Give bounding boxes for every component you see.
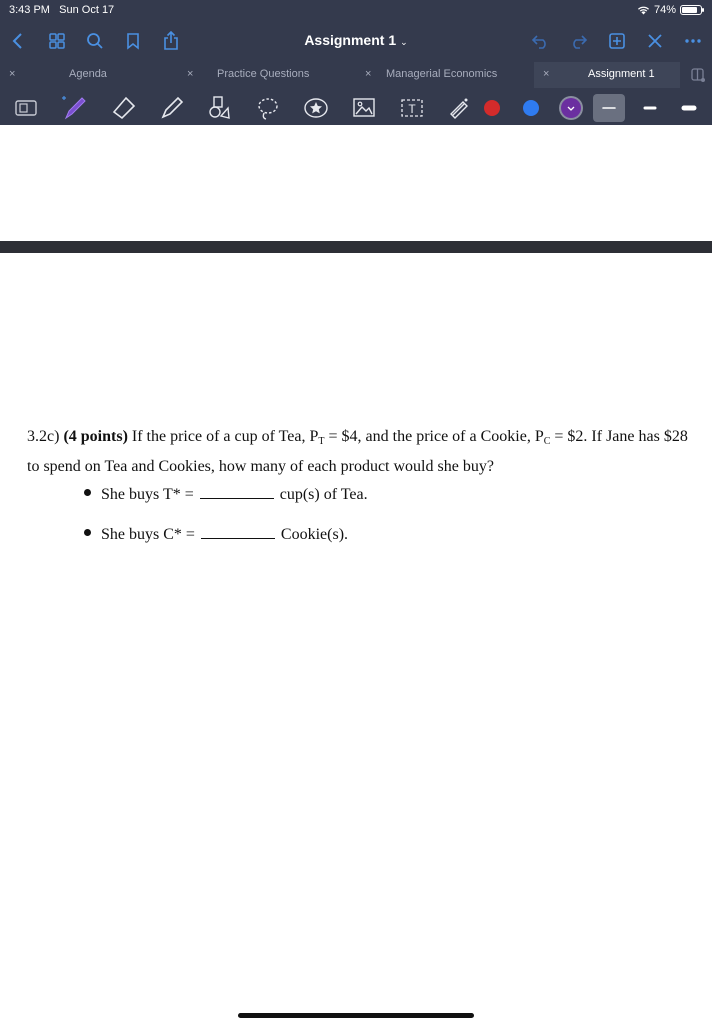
document-tab-bar: [0, 62, 712, 88]
thickness-medium[interactable]: [636, 94, 664, 122]
answer-line-tea: She buys T* = cup(s) of Tea.: [84, 484, 368, 504]
app-top-bar: [0, 0, 712, 125]
tab-close-icon[interactable]: ×: [543, 68, 550, 80]
eraser-tool-icon[interactable]: [110, 94, 138, 122]
navigation-bar: [0, 22, 712, 60]
tab-managerial-economics[interactable]: [356, 62, 534, 88]
color-swatch-blue[interactable]: [523, 100, 539, 116]
tab-label: Managerial Economics: [386, 68, 498, 80]
document-title[interactable]: Assignment 1 ⌄: [304, 32, 408, 48]
text-tool-icon[interactable]: [398, 94, 426, 122]
tab-close-icon[interactable]: ×: [9, 68, 16, 80]
bullet-icon: [84, 489, 91, 496]
tab-label: Assignment 1: [588, 68, 655, 80]
question-points: (4 points): [63, 428, 128, 445]
tab-agenda[interactable]: [0, 62, 178, 88]
battery-percent: 74%: [653, 4, 676, 16]
color-swatch-purple-selected[interactable]: [561, 98, 581, 118]
more-options-icon[interactable]: [682, 30, 704, 52]
redo-icon[interactable]: [567, 30, 589, 52]
close-icon[interactable]: [644, 30, 666, 52]
battery-icon: [680, 5, 702, 15]
question-paragraph: 3.2c) (4 points) If the price of a cup of Tea, $P_T$ = $4, and the price of a Cookie, $P_C$ = $2. If Jane has $28 to spend on Tea and Cookies, how many of each product would she buy?: [27, 428, 688, 475]
add-page-icon[interactable]: [606, 30, 628, 52]
undo-icon[interactable]: [530, 30, 552, 52]
status-bar: [0, 0, 712, 22]
thickness-thin-selected[interactable]: [593, 94, 625, 122]
pen-tool-icon[interactable]: [60, 94, 88, 122]
zoom-window-icon[interactable]: [12, 94, 40, 122]
color-swatch-red[interactable]: [484, 100, 500, 116]
home-indicator[interactable]: [238, 1013, 474, 1018]
laser-pointer-icon[interactable]: [444, 94, 472, 122]
tab-label: Practice Questions: [217, 68, 310, 80]
tab-label: Agenda: [69, 68, 107, 80]
status-battery: [637, 4, 702, 16]
elements-tool-icon[interactable]: [302, 94, 330, 122]
annotation-toolbar: [0, 90, 712, 126]
split-view-icon[interactable]: [684, 61, 712, 89]
tab-close-icon[interactable]: ×: [365, 68, 372, 80]
bullet-icon: [84, 529, 91, 536]
text-tool-label: T: [408, 102, 416, 116]
tab-assignment-1[interactable]: [534, 62, 680, 88]
status-time: 3:43 PM Sun Oct 17: [9, 4, 115, 16]
lasso-tool-icon[interactable]: [254, 94, 282, 122]
answer-blank-cookie[interactable]: [201, 524, 275, 539]
title-chevron-down-icon: ⌄: [400, 37, 408, 47]
wifi-icon: [637, 5, 650, 15]
thickness-thick[interactable]: [675, 94, 703, 122]
tab-practice-questions[interactable]: [178, 62, 356, 88]
image-tool-icon[interactable]: [350, 94, 378, 122]
chevron-down-icon: [561, 98, 581, 118]
highlighter-tool-icon[interactable]: [158, 94, 186, 122]
answer-line-cookie: She buys C* = Cookie(s).: [84, 524, 348, 544]
shapes-tool-icon[interactable]: [206, 94, 234, 122]
tab-close-icon[interactable]: ×: [187, 68, 194, 80]
answer-blank-tea[interactable]: [200, 484, 274, 499]
page-separator: [0, 241, 712, 253]
